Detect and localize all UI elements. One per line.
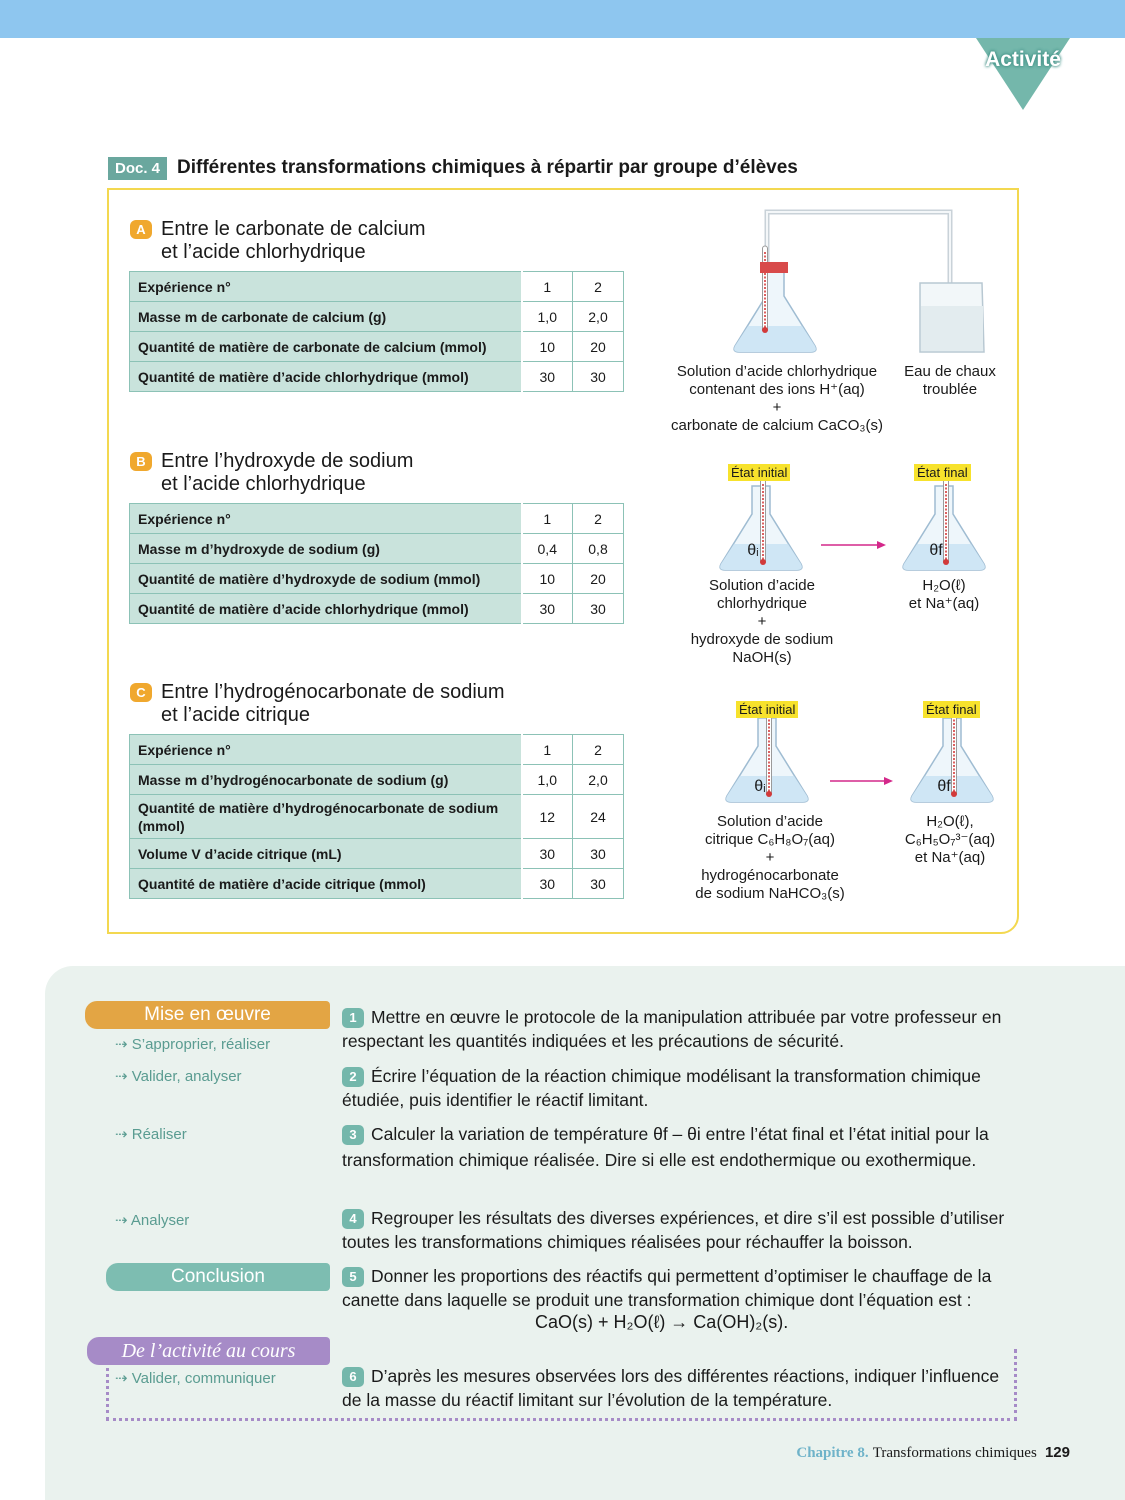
table-cell: Expérience n° — [130, 272, 522, 302]
theta-final: θf — [929, 542, 943, 559]
table-cell: Expérience n° — [130, 504, 522, 534]
table-cell: Quantité de matière d’acide chlorhydrique (mmol) — [130, 594, 522, 624]
caption-line: et Na⁺(aq) — [908, 595, 980, 612]
section-title: Entre le carbonate de calcium — [161, 218, 426, 240]
flask-a-icon — [734, 212, 950, 352]
section-title: Entre l’hydroxyde de sodium — [161, 450, 414, 472]
cours-label: De l’activité au cours — [87, 1337, 330, 1365]
table-cell: 10 — [522, 332, 573, 362]
section-title: et l’acide chlorhydrique — [161, 473, 366, 495]
caption-line: H₂O(ℓ), — [926, 813, 974, 830]
figure-c-caption — [680, 813, 860, 903]
question-number: 5 — [342, 1267, 364, 1287]
state-final-label: État final — [923, 701, 980, 718]
table-cell: 30 — [573, 594, 624, 624]
figure-a-caption-2 — [895, 363, 1005, 399]
section-title: et l’acide chlorhydrique — [161, 241, 366, 263]
figure-a-caption — [662, 363, 892, 435]
state-initial-label: État initial — [736, 701, 798, 718]
question-text: D’après les mesures observées lors des différentes réactions, indiquer l’influence de la masse du réactif limitant sur l’évolution de la température. — [342, 1366, 1000, 1410]
question-text: Donner les proportions des réactifs qui permettent d’optimiser le chauffage de la canette dans laquelle se produit une transformation chimique dont l’équation est : — [342, 1266, 992, 1310]
figure-b-caption — [672, 577, 852, 667]
table-cell: Quantité de matière d’hydrogénocarbonate de sodium (mmol) — [130, 795, 522, 839]
caption-line: hydrogénocarbonate — [701, 867, 839, 884]
mise-en-oeuvre-label: Mise en œuvre — [85, 1001, 330, 1029]
question-text: Mettre en œuvre le protocole de la manipulation attribuée par votre professeur en respectant les quantités indiquées et les précautions de sécurité. — [342, 1007, 1002, 1051]
activite-label: Activité — [985, 48, 1061, 71]
table-cell: Expérience n° — [130, 735, 522, 765]
question-number: 4 — [342, 1209, 364, 1229]
figure-c-caption-2 — [895, 813, 1005, 867]
caption-line: chlorhydrique — [716, 595, 808, 612]
chapter-title: Transformations chimiques — [872, 1445, 1037, 1461]
caption-line: + — [757, 613, 767, 630]
skill-label: ⇢ S’approprier, réaliser — [115, 1036, 271, 1053]
state-initial-label: État initial — [728, 464, 790, 481]
caption-line: C₆H₅O₇³⁻(aq) — [904, 831, 996, 848]
table-cell: 20 — [573, 332, 624, 362]
question — [342, 1206, 1022, 1254]
caption-line: Solution d’acide — [709, 577, 815, 594]
table-cell: 24 — [573, 795, 624, 839]
caption-line: Eau de chaux — [904, 363, 996, 380]
table-cell: 30 — [573, 362, 624, 392]
caption-line: et Na⁺(aq) — [914, 849, 986, 866]
skill-label: ⇢ Réaliser — [115, 1126, 187, 1143]
question-number: 1 — [342, 1008, 364, 1028]
skill-label: ⇢ Analyser — [115, 1212, 190, 1229]
table-cell: 0,8 — [573, 534, 624, 564]
state-final-label: État final — [914, 464, 971, 481]
table-cell: 10 — [522, 564, 573, 594]
theta-final: θf — [937, 778, 951, 795]
section-badge: A — [130, 220, 152, 239]
equation: CaO(s) + H₂O(ℓ) → Ca(OH)₂(s). — [535, 1312, 789, 1332]
arrow-c-icon — [830, 777, 893, 785]
question — [342, 1121, 1022, 1173]
table-cell: 2,0 — [573, 765, 624, 795]
figure-b-caption-2 — [894, 577, 994, 613]
section-title: et l’acide citrique — [161, 704, 310, 726]
table-cell: Masse m d’hydrogénocarbonate de sodium (g) — [130, 765, 522, 795]
question — [342, 1364, 1022, 1412]
caption-line: carbonate de calcium CaCO₃(s) — [670, 417, 884, 434]
table-cell: 2 — [573, 272, 624, 302]
caption-line: NaOH(s) — [732, 649, 792, 666]
question — [342, 1064, 1022, 1112]
caption-line: + — [765, 849, 775, 866]
caption-line: Solution d’acide — [717, 813, 823, 830]
question — [342, 1005, 1022, 1053]
table-cell: Quantité de matière d’acide citrique (mmol) — [130, 869, 522, 899]
table-cell: 0,4 — [522, 534, 573, 564]
table-cell: 1 — [522, 735, 573, 765]
table-cell: 2 — [573, 504, 624, 534]
table-cell: 1,0 — [522, 765, 573, 795]
table-cell: 30 — [522, 362, 573, 392]
table-cell: 1 — [522, 272, 573, 302]
question-text: Calculer la variation de température θf – θi entre l’état final et l’état initial pour la transformation chimique réalisée. Dire si elle est endothermique ou exothermique. — [342, 1124, 989, 1170]
section-badge: B — [130, 452, 152, 471]
table-cell: 30 — [573, 839, 624, 869]
doc-title: Différentes transformations chimiques à répartir par groupe d’élèves — [177, 157, 798, 178]
chapter-label: Chapitre 8. — [796, 1445, 869, 1461]
beaker-icon — [920, 283, 984, 352]
caption-line: citrique C₆H₈O₇(aq) — [705, 831, 835, 848]
caption-line: H₂O(ℓ) — [922, 577, 966, 594]
question — [342, 1264, 1022, 1312]
table-cell: 2,0 — [573, 302, 624, 332]
table-cell: Quantité de matière d’acide chlorhydrique (mmol) — [130, 362, 522, 392]
arrow-b-icon — [821, 541, 886, 549]
question-text: Écrire l’équation de la réaction chimique modélisant la transformation chimique étudiée, puis identifier le réactif limitant. — [342, 1066, 981, 1110]
section-badge: C — [130, 683, 152, 702]
table-cell: 20 — [573, 564, 624, 594]
section-title: Entre l’hydrogénocarbonate de sodium — [161, 681, 505, 703]
table-cell: Quantité de matière d’hydroxyde de sodium (mmol) — [130, 564, 522, 594]
table-cell: 30 — [522, 869, 573, 899]
theta-initial: θᵢ — [747, 542, 759, 559]
caption-line: hydroxyde de sodium — [690, 631, 834, 648]
theta-initial: θᵢ — [754, 778, 766, 795]
table-cell: 2 — [573, 735, 624, 765]
table-cell: Quantité de matière de carbonate de calcium (mmol) — [130, 332, 522, 362]
page-footer — [796, 1444, 1070, 1462]
table-cell: 1 — [522, 504, 573, 534]
table-cell: 30 — [522, 839, 573, 869]
table-cell: 30 — [522, 594, 573, 624]
page-number: 129 — [1044, 1444, 1070, 1461]
caption-line: de sodium NaHCO₃(s) — [695, 885, 845, 902]
caption-line: Solution d’acide chlorhydrique — [676, 363, 878, 380]
caption-line: contenant des ions H⁺(aq) — [689, 381, 865, 398]
question-number: 2 — [342, 1067, 364, 1087]
question-text: Regrouper les résultats des diverses expériences, et dire s’il est possible d’utiliser toutes les transformations chimiques réalisées pour réchauffer la boisson. — [342, 1208, 1005, 1252]
caption-line: + — [772, 399, 782, 416]
table-cell: 12 — [522, 795, 573, 839]
skill-label: ⇢ Valider, analyser — [115, 1068, 242, 1085]
question-number: 3 — [342, 1125, 364, 1145]
doc-tag: Doc. 4 — [108, 157, 167, 180]
conclusion-label: Conclusion — [106, 1263, 330, 1291]
question-number: 6 — [342, 1367, 364, 1387]
skill-label: ⇢ Valider, communiquer — [115, 1370, 276, 1387]
table-cell: 1,0 — [522, 302, 573, 332]
table-cell: Masse m d’hydroxyde de sodium (g) — [130, 534, 522, 564]
table-cell: Masse m de carbonate de calcium (g) — [130, 302, 522, 332]
table-cell: Volume V d’acide citrique (mL) — [130, 839, 522, 869]
table-cell: 30 — [573, 869, 624, 899]
caption-line: troublée — [922, 381, 978, 398]
